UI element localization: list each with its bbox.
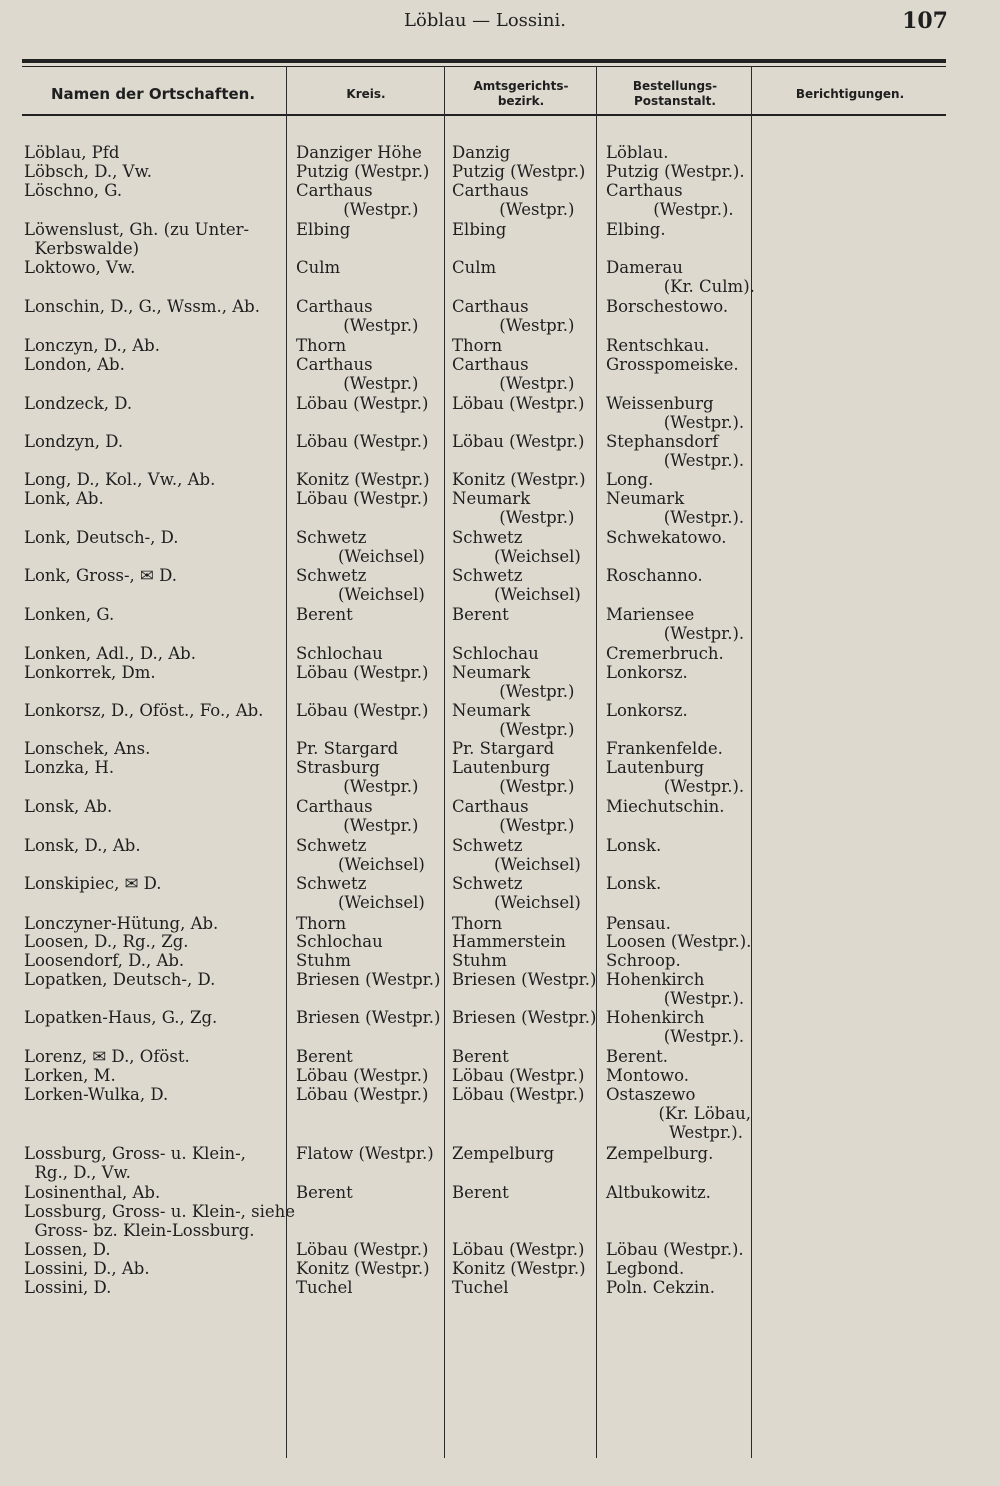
header-rule-top (22, 59, 946, 63)
place-name: London, Ab. (24, 355, 125, 374)
post-cell: Schroop. (606, 951, 681, 970)
amtsgericht-cell: Elbing (452, 220, 507, 239)
amtsgericht-cell: Danzig (452, 143, 511, 162)
kreis-cell: Löbau (Westpr.) (296, 701, 429, 720)
place-name: Lonsk, Ab. (24, 797, 113, 816)
kreis-cell: Thorn (296, 914, 347, 933)
amtsgericht-cell: Neumark (Westpr.) (452, 489, 575, 527)
place-name: Lonk, Gross-, ✉ D. (24, 566, 177, 585)
amtsgericht-cell: Putzig (Westpr.) (452, 162, 586, 181)
amtsgericht-cell: Carthaus (Westpr.) (452, 181, 575, 219)
amtsgericht-cell: Tuchel (452, 1278, 509, 1297)
post-cell: Altbukowitz. (606, 1183, 711, 1202)
running-title: Löblau — Lossini. (404, 10, 566, 31)
kreis-cell: Schwetz (Weichsel) (296, 836, 425, 874)
post-cell: Schwekatowo. (606, 528, 727, 547)
amtsgericht-cell: Konitz (Westpr.) (452, 470, 586, 489)
kreis-cell: Schwetz (Weichsel) (296, 566, 425, 604)
post-cell: Mariensee (Westpr.). (606, 605, 745, 643)
amtsgericht-cell: Hammerstein (452, 932, 566, 951)
place-name: Löwenslust, Gh. (zu Unter- Kerbswalde) (24, 220, 250, 258)
kreis-cell: Thorn (296, 336, 347, 355)
post-cell: Elbing. (606, 220, 666, 239)
post-cell: Poln. Cekzin. (606, 1278, 715, 1297)
header-rule-sub (22, 66, 946, 67)
post-cell: Neumark (Westpr.). (606, 489, 745, 527)
amtsgericht-cell: Thorn (452, 914, 503, 933)
place-name: Löblau, Pfd (24, 143, 120, 162)
column-divider (286, 66, 287, 1458)
column-header-amtsgericht: Amtsgerichts- bezirk. (473, 79, 569, 108)
post-cell: Damerau (Kr. Culm). (606, 258, 755, 296)
amtsgericht-cell: Lautenburg (Westpr.) (452, 758, 575, 796)
column-header-berichtigungen: Berichtigungen. (795, 86, 905, 101)
post-cell: Roschanno. (606, 566, 703, 585)
amtsgericht-cell: Löbau (Westpr.) (452, 394, 585, 413)
amtsgericht-cell: Berent (452, 1047, 509, 1066)
place-name: Lonsk, D., Ab. (24, 836, 141, 855)
place-name: Lonken, G. (24, 605, 115, 624)
place-name: Lossini, D., Ab. (24, 1259, 150, 1278)
post-cell: Pensau. (606, 914, 671, 933)
kreis-cell: Strasburg (Westpr.) (296, 758, 419, 796)
place-name: Lonskipiec, ✉ D. (24, 874, 162, 893)
post-cell: Hohenkirch (Westpr.). (606, 1008, 745, 1046)
place-name: Londzeck, D. (24, 394, 133, 413)
kreis-cell: Carthaus (Westpr.) (296, 797, 419, 835)
place-name: Londzyn, D. (24, 432, 124, 451)
place-name: Lossen, D. (24, 1240, 111, 1259)
place-name: Lorken-Wulka, D. (24, 1085, 169, 1104)
amtsgericht-cell: Zempelburg (452, 1144, 555, 1163)
kreis-cell: Schwetz (Weichsel) (296, 528, 425, 566)
kreis-cell: Löbau (Westpr.) (296, 432, 429, 451)
post-cell: Loosen (Westpr.). (606, 932, 752, 951)
kreis-cell: Culm (296, 258, 341, 277)
amtsgericht-cell: Carthaus (Westpr.) (452, 355, 575, 393)
kreis-cell: Löbau (Westpr.) (296, 1240, 429, 1259)
place-name: Long, D., Kol., Vw., Ab. (24, 470, 216, 489)
amtsgericht-cell: Löbau (Westpr.) (452, 1240, 585, 1259)
kreis-cell: Konitz (Westpr.) (296, 470, 430, 489)
amtsgericht-cell: Löbau (Westpr.) (452, 432, 585, 451)
kreis-cell: Berent (296, 605, 353, 624)
amtsgericht-cell: Löbau (Westpr.) (452, 1066, 585, 1085)
place-name: Lonk, Deutsch-, D. (24, 528, 179, 547)
amtsgericht-cell: Briesen (Westpr.) (452, 1008, 597, 1027)
amtsgericht-cell: Pr. Stargard (452, 739, 555, 758)
place-name: Lonken, Adl., D., Ab. (24, 644, 196, 663)
post-cell: Montowo. (606, 1066, 690, 1085)
post-cell: Lonkorsz. (606, 701, 688, 720)
header-rule-bottom (22, 114, 946, 116)
amtsgericht-cell: Schwetz (Weichsel) (452, 528, 581, 566)
kreis-cell: Stuhm (296, 951, 351, 970)
kreis-cell: Berent (296, 1047, 353, 1066)
amtsgericht-cell: Konitz (Westpr.) (452, 1259, 586, 1278)
amtsgericht-cell: Schwetz (Weichsel) (452, 566, 581, 604)
post-cell: Lonsk. (606, 874, 662, 893)
place-name: Lonkorrek, Dm. (24, 663, 156, 682)
kreis-cell: Flatow (Westpr.) (296, 1144, 434, 1163)
column-header-post: Bestellungs- Postanstalt. (632, 79, 718, 108)
place-name: Lossburg, Gross- u. Klein-, siehe Gross- bz. Klein-Lossburg. (24, 1202, 296, 1240)
place-name: Lossini, D. (24, 1278, 112, 1297)
amtsgericht-cell: Schwetz (Weichsel) (452, 836, 581, 874)
column-divider (596, 66, 597, 1458)
place-name: Lonzka, H. (24, 758, 115, 777)
amtsgericht-cell: Neumark (Westpr.) (452, 663, 575, 701)
kreis-cell: Danziger Höhe (296, 143, 422, 162)
place-name: Lopatken-Haus, G., Zg. (24, 1008, 218, 1027)
amtsgericht-cell: Neumark (Westpr.) (452, 701, 575, 739)
kreis-cell: Konitz (Westpr.) (296, 1259, 430, 1278)
kreis-cell: Carthaus (Westpr.) (296, 297, 419, 335)
amtsgericht-cell: Carthaus (Westpr.) (452, 797, 575, 835)
kreis-cell: Briesen (Westpr.) (296, 1008, 441, 1027)
post-cell: Grosspomeiske. (606, 355, 739, 374)
place-name: Lossburg, Gross- u. Klein-, Rg., D., Vw. (24, 1144, 246, 1182)
place-name: Lonk, Ab. (24, 489, 104, 508)
place-name: Loktowo, Vw. (24, 258, 136, 277)
place-name: Lonschin, D., G., Wssm., Ab. (24, 297, 260, 316)
post-cell: Borschestowo. (606, 297, 729, 316)
amtsgericht-cell: Berent (452, 1183, 509, 1202)
place-name: Lonkorsz, D., Oföst., Fo., Ab. (24, 701, 264, 720)
post-cell: Hohenkirch (Westpr.). (606, 970, 745, 1008)
amtsgericht-cell: Löbau (Westpr.) (452, 1085, 585, 1104)
amtsgericht-cell: Schlochau (452, 644, 539, 663)
amtsgericht-cell: Briesen (Westpr.) (452, 970, 597, 989)
kreis-cell: Putzig (Westpr.) (296, 162, 430, 181)
amtsgericht-cell: Carthaus (Westpr.) (452, 297, 575, 335)
post-cell: Ostaszewo (Kr. Löbau, Westpr.). (606, 1085, 751, 1142)
place-name: Lonczyn, D., Ab. (24, 336, 160, 355)
kreis-cell: Berent (296, 1183, 353, 1202)
place-name: Loosen, D., Rg., Zg. (24, 932, 189, 951)
post-cell: Miechutschin. (606, 797, 725, 816)
post-cell: Stephansdorf (Westpr.). (606, 432, 745, 470)
kreis-cell: Schlochau (296, 644, 383, 663)
kreis-cell: Tuchel (296, 1278, 353, 1297)
kreis-cell: Pr. Stargard (296, 739, 399, 758)
place-name: Lopatken, Deutsch-, D. (24, 970, 216, 989)
place-name: Lorenz, ✉ D., Oföst. (24, 1047, 190, 1066)
amtsgericht-cell: Culm (452, 258, 497, 277)
amtsgericht-cell: Berent (452, 605, 509, 624)
post-cell: Lonkorsz. (606, 663, 688, 682)
place-name: Lonschek, Ans. (24, 739, 151, 758)
kreis-cell: Carthaus (Westpr.) (296, 181, 419, 219)
post-cell: Frankenfelde. (606, 739, 723, 758)
kreis-cell: Löbau (Westpr.) (296, 394, 429, 413)
kreis-cell: Löbau (Westpr.) (296, 1085, 429, 1104)
kreis-cell: Löbau (Westpr.) (296, 489, 429, 508)
post-cell: Weissenburg (Westpr.). (606, 394, 745, 432)
kreis-cell: Löbau (Westpr.) (296, 663, 429, 682)
column-divider (444, 66, 445, 1458)
kreis-cell: Schlochau (296, 932, 383, 951)
place-name: Löbsch, D., Vw. (24, 162, 152, 181)
column-header-name: Namen der Ortschaften. (50, 84, 256, 103)
place-name: Lonczyner-Hütung, Ab. (24, 914, 219, 933)
post-cell: Zempelburg. (606, 1144, 714, 1163)
amtsgericht-cell: Schwetz (Weichsel) (452, 874, 581, 912)
post-cell: Putzig (Westpr.). (606, 162, 745, 181)
page-number: 107 (902, 8, 948, 34)
post-cell: Carthaus (Westpr.). (606, 181, 734, 219)
post-cell: Berent. (606, 1047, 669, 1066)
kreis-cell: Carthaus (Westpr.) (296, 355, 419, 393)
place-name: Lorken, M. (24, 1066, 116, 1085)
post-cell: Cremerbruch. (606, 644, 724, 663)
post-cell: Lautenburg (Westpr.). (606, 758, 745, 796)
kreis-cell: Schwetz (Weichsel) (296, 874, 425, 912)
place-name: Losinenthal, Ab. (24, 1183, 161, 1202)
kreis-cell: Löbau (Westpr.) (296, 1066, 429, 1085)
kreis-cell: Briesen (Westpr.) (296, 970, 441, 989)
column-header-kreis: Kreis. (346, 86, 386, 101)
amtsgericht-cell: Thorn (452, 336, 503, 355)
post-cell: Lonsk. (606, 836, 662, 855)
post-cell: Rentschkau. (606, 336, 710, 355)
post-cell: Legbond. (606, 1259, 685, 1278)
place-name: Löschno, G. (24, 181, 123, 200)
post-cell: Löbau (Westpr.). (606, 1240, 744, 1259)
post-cell: Long. (606, 470, 654, 489)
post-cell: Löblau. (606, 143, 669, 162)
amtsgericht-cell: Stuhm (452, 951, 507, 970)
place-name: Loosendorf, D., Ab. (24, 951, 185, 970)
kreis-cell: Elbing (296, 220, 351, 239)
